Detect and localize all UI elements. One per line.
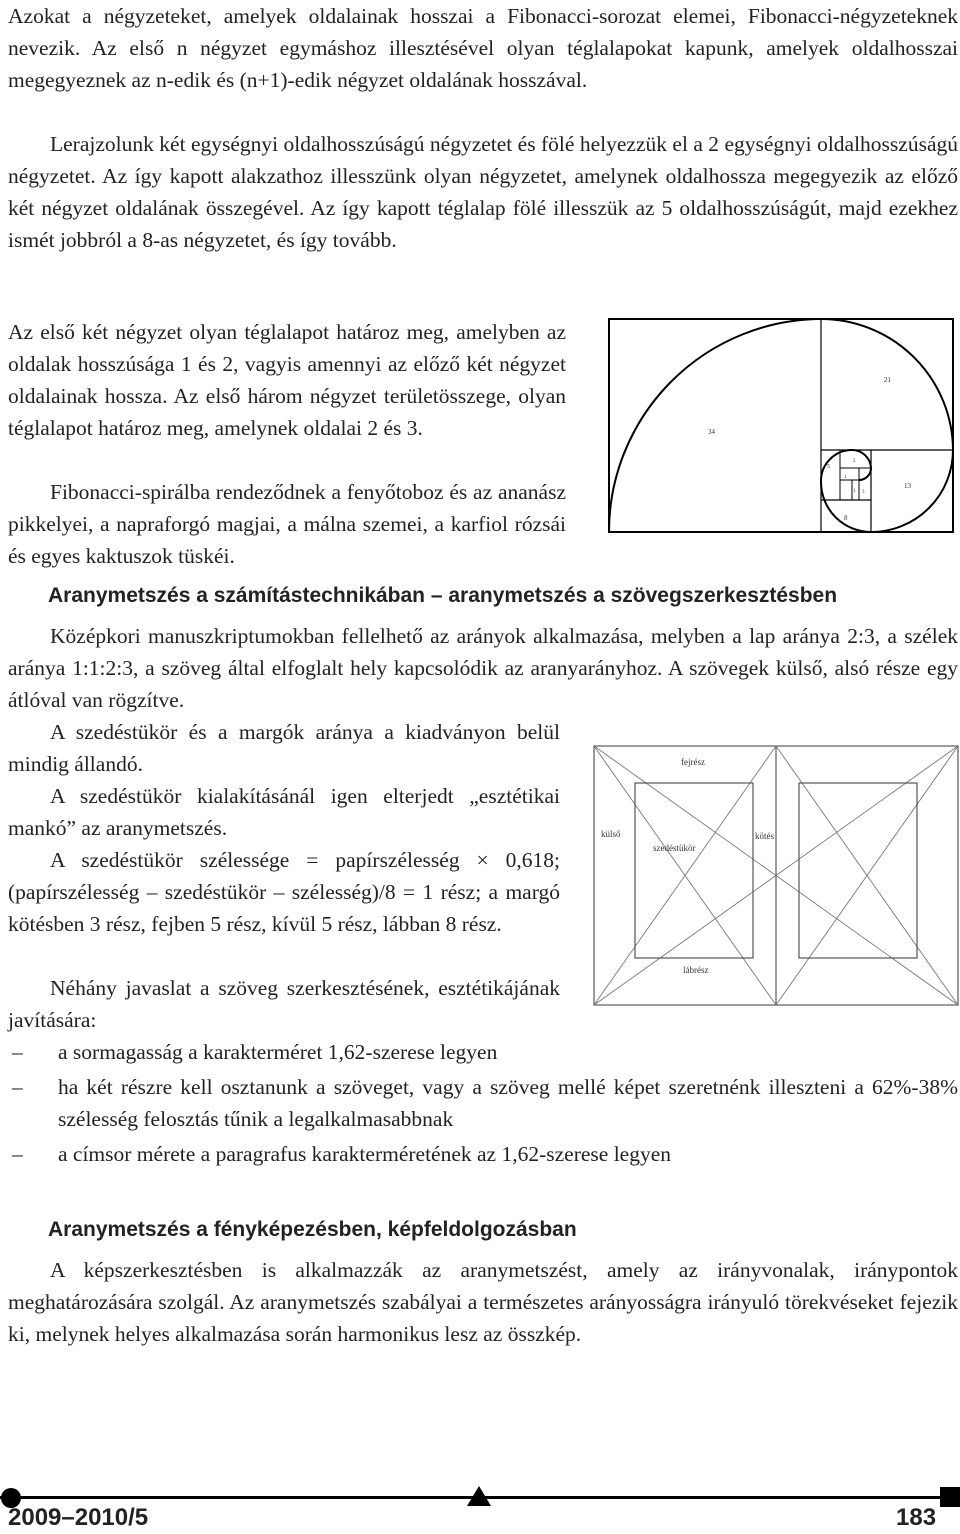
suggestion-list bbox=[8, 1036, 958, 1173]
spiral-label-21: 21 bbox=[884, 376, 891, 384]
intro-paragraph-2: Lerajzolunk két egységnyi oldalhosszúságú négyzetet és fölé helyezzük el a 2 egységnyi oldalhosszúságú négyzetet. Az így kapott alakzathoz illesszünk olyan négyzetet, amelynek oldalhossza megegyezik az előző két négyzet oldalának összegével. Az így kapott téglalap fölé illesszük az 5 oldalhosszúságút, majd ezekhez ismét jobbról a 8-as négyzetet, és így tovább. bbox=[8, 132, 958, 252]
list-item: – a sormagasság a karakterméret 1,62-szerese legyen bbox=[8, 1036, 958, 1068]
section1-paragraph-5: Néhány javaslat a szöveg szerkesztésének, esztétikájának javítására: bbox=[8, 976, 560, 1032]
spiral-text-2: Fibonacci-spirálba rendeződnek a fenyőtoboz és az ananász pikkelyei, a napraforgó magjai, a málna szemei, a karfiol rózsái és egyes kaktuszok tüskéi. bbox=[8, 480, 566, 568]
section1-heading: Aranymetszés a számítástechnikában – aranymetszés a szövegszerkesztésben bbox=[48, 584, 838, 607]
section1-paragraph-4: A szedéstükör szélessége = papírszélesség × 0,618; (papírszélesség – szedéstükör – szélesség)/8 = 1 rész; a margó kötésben 3 rész, fejben 5 rész, kívül 5 rész, lábban 8 rész. bbox=[8, 848, 560, 936]
spiral-text-1: Az első két négyzet olyan téglalapot határoz meg, amelyben az oldalak hosszúsága 1 és 2, vagyis amennyi az előző két négyzet oldalainak hossza. Az első három négyzet területösszege, olyan téglalapot határoz meg, amelynek oldalai 2 és 3. bbox=[8, 320, 566, 440]
list-item: – a címsor mérete a paragrafus karakterméretének az 1,62-szerese legyen bbox=[8, 1138, 958, 1170]
spiral-label-1b: 1 bbox=[853, 489, 856, 494]
spiral-label-2: 2 bbox=[853, 459, 856, 464]
section1-paragraph-2: A szedéstükör és a margók aránya a kiadványon belül mindig állandó. bbox=[8, 720, 560, 776]
spiral-label-1a: 1 bbox=[844, 475, 847, 480]
footer-triangle-icon bbox=[467, 1486, 491, 1506]
label-fejresz: fejrész bbox=[681, 757, 705, 767]
spiral-label-13: 13 bbox=[904, 482, 911, 490]
issue-number: 2009–2010/5 bbox=[8, 1504, 149, 1531]
spiral-label-5: 5 bbox=[827, 464, 830, 470]
spiral-label-3: 3 bbox=[862, 490, 865, 495]
dash-marker: – bbox=[12, 1142, 23, 1166]
footer-square-icon bbox=[940, 1487, 960, 1507]
section2-heading: Aranymetszés a fényképezésben, képfeldolgozásban bbox=[48, 1218, 577, 1241]
dash-marker: – bbox=[12, 1040, 23, 1064]
section1-paragraph-1: Középkori manuszkriptumokban fellelhető az arányok alkalmazása, melyben a lap aránya 2:3, a szélek aránya 1:1:2:3, a szöveg által elfoglalt hely kapcsolódik az aranyarányhoz. A szövegek külső, alsó része egy átlóval van rögzítve. bbox=[8, 624, 958, 712]
page-layout-figure bbox=[593, 745, 960, 1007]
section2-paragraph-1: A képszerkesztésben is alkalmazzák az aranymetszést, amely az irányvonalak, iránypontok meghatározására szolgál. Az aranymetszés szabályai a természetes arányosságra irányuló törekvéseket fejezik ki, melynek helyes alkalmazása során harmonikus lesz az összkép. bbox=[8, 1258, 958, 1346]
spiral-label-8: 8 bbox=[844, 514, 848, 522]
fibonacci-spiral-figure bbox=[608, 318, 954, 534]
spiral-label-34: 34 bbox=[708, 428, 715, 436]
label-kotes: kötés bbox=[755, 831, 774, 841]
intro-paragraph-1: Azokat a négyzeteket, amelyek oldalainak hosszai a Fibonacci-sorozat elemei, Fibonacci-négyzeteknek nevezik. Az első n négyzet egymáshoz illesztésével olyan téglalapokat kapunk, amelyek oldalhosszai megegyeznek az n-edik és (n+1)-edik négyzet oldalának hosszával. bbox=[8, 4, 958, 92]
dash-marker: – bbox=[12, 1075, 23, 1099]
label-szedestukor: szedéstükör bbox=[653, 843, 696, 853]
section1-paragraph-3: A szedéstükör kialakításánál igen elterjedt „esztétikai mankó” az aranymetszés. bbox=[8, 784, 560, 840]
label-kulso: külső bbox=[601, 829, 621, 839]
label-labresz: lábrész bbox=[683, 965, 709, 975]
page-number: 183 bbox=[896, 1504, 937, 1531]
list-item: – ha két részre kell osztanunk a szöveget, vagy a szöveg mellé képet szeretnénk illeszteni a 62%-38% szélesség felosztás tűnik a legalkalmasabbnak bbox=[8, 1071, 958, 1135]
